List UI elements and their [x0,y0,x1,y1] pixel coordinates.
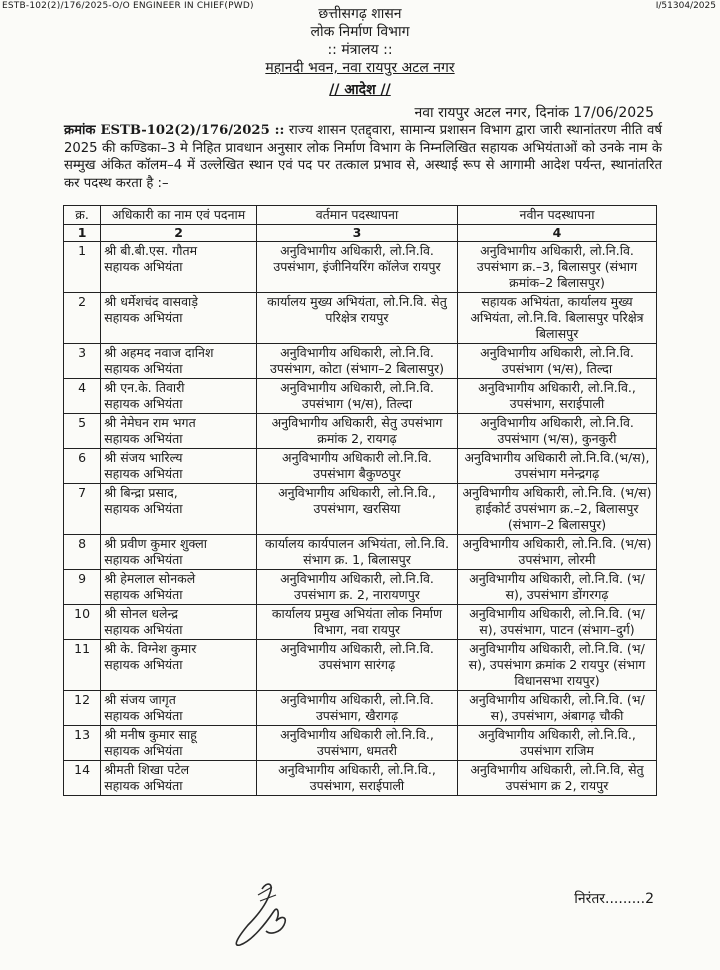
new-posting: अनुविभागीय अधिकारी लो.नि.वि.(भ/स), उपसंभाग मनेन्द्रगढ़ [457,449,656,484]
officer-cell [101,344,257,379]
office-address: महानदी भवन, नवा रायपुर अटल नगर [265,60,455,76]
new-posting: अनुविभागीय अधिकारी, लो.नि.वि. उपसंभाग क्र.–3, बिलासपुर (संभाग क्रमांक–2 बिलासपुर) [457,242,656,293]
order-title: // आदेश // [329,82,391,98]
new-posting: अनुविभागीय अधिकारी, लो.नि.वि. उपसंभाग (भ/स), तिल्दा [457,344,656,379]
table-row [64,761,657,796]
current-posting: अनुविभागीय अधिकारी, लो.नि.वि. उपसंभाग सारंगढ़ [256,640,457,691]
table-row [64,344,657,379]
current-posting: अनुविभागीय अधिकारी, सेतु उपसंभाग क्रमांक 2, रायगढ़ [256,414,457,449]
order-text: राज्य शासन एतद्द्वारा, सामान्य प्रशासन विभाग द्वारा जारी स्थानांतरण नीति वर्ष 2025 की कण्डिका–3 मे निहित प्रावधान अनुसार लोक निर्माण विभाग के निम्नलिखित सहायक अभियंताओं को उनके नाम के सम्मुख अंकित कॉलम–4 में उल्लेखित स्थान एवं पद पर तत्काल प्रभाव से, अस्थाई रूप से आगामी आदेश पर्यन्त, स्थानांतरित कर पदस्थ करता है :– [64,123,662,191]
table-row [64,535,657,570]
table-row [64,691,657,726]
table-row [64,293,657,344]
officer-cell [101,242,257,293]
officer-cell [101,691,257,726]
table-row [64,242,657,293]
current-posting: अनुविभागीय अधिकारी, लो.नि.वि. उपसंभाग, कोटा (संभाग–2 बिलासपुर) [256,344,457,379]
table-body [64,242,657,796]
table-row [64,570,657,605]
row-serial: 4 [64,379,101,414]
officer-designation: सहायक अभियंता [104,587,183,602]
current-posting: अनुविभागीय अधिकारी, लो.नि.वि., उपसंभाग, खरसिया [256,484,457,535]
inward-number: I/51304/2025 [655,1,716,11]
new-posting: अनुविभागीय अधिकारी, लो.नि.वि., उपसंभाग राजिम [457,726,656,761]
order-paragraph [64,122,662,192]
order-number: क्रमांक ESTB-102(2)/176/2025 :: [64,123,285,138]
table-row [64,726,657,761]
order-date: नवा रायपुर अटल नगर, दिनांक 17/06/2025 [414,105,654,121]
table-header-row [64,206,657,225]
row-serial: 11 [64,640,101,691]
officer-name: श्री नेमेघन राम भगत [104,415,196,430]
officer-designation: सहायक अभियंता [104,778,183,793]
government-name: छत्तीसगढ़ शासन [318,6,402,22]
officer-name: श्री के. विग्नेश कुमार [104,641,197,656]
row-serial: 9 [64,570,101,605]
current-posting: अनुविभागीय अधिकारी, लो.नि.वि., उपसंभाग, सराईपाली [256,761,457,796]
officer-cell [101,726,257,761]
row-serial: 10 [64,605,101,640]
officer-name: श्री प्रवीण कुमार शुक्ला [104,536,207,551]
current-posting: अनुविभागीय अधिकारी लो.नि.वि. उपसंभाग बैकुण्ठपुर [256,449,457,484]
officer-name: श्री बिन्द्रा प्रसाद, [104,485,178,500]
officer-designation: सहायक अभियंता [104,622,183,637]
officer-designation: सहायक अभियंता [104,743,183,758]
column-number: 3 [256,225,457,242]
current-posting: कार्यालय प्रमुख अभियंता लोक निर्माण विभाग, नवा रायपुर [256,605,457,640]
officer-name: श्री संजय भारिल्य [104,450,183,465]
officer-name: श्रीमती शिखा पटेल [104,762,190,777]
officer-designation: सहायक अभियंता [104,310,183,325]
current-posting: कार्यालय मुख्य अभियंता, लो.नि.वि. सेतु परिक्षेत्र रायपुर [256,293,457,344]
row-serial: 6 [64,449,101,484]
signature [222,875,312,959]
officer-cell [101,293,257,344]
officer-name: श्री धर्मेशचंद वासवाड़े [104,294,198,309]
continued-note: निरंतर.........2 [574,891,654,907]
new-posting: अनुविभागीय अधिकारी, लो.नि.वि. (भ/स), उपसंभाग, पाटन (संभाग–दुर्ग) [457,605,656,640]
row-serial: 3 [64,344,101,379]
row-serial: 8 [64,535,101,570]
new-posting: अनुविभागीय अधिकारी, लो.नि.वि., उपसंभाग, सराईपाली [457,379,656,414]
new-posting: अनुविभागीय अधिकारी, लो.नि.वि. (भ/स), उपसंभाग, अंबागढ़ चौकी [457,691,656,726]
current-posting: अनुविभागीय अधिकारी, लो.नि.वि. उपसंभाग, इंजीनियरिंग कॉलेज रायपुर [256,242,457,293]
current-posting: अनुविभागीय अधिकारी, लो.नि.वि. उपसंभाग (भ/स), तिल्दा [256,379,457,414]
current-posting: अनुविभागीय अधिकारी, लो.नि.वि. उपसंभाग क्र. 2, नारायणपुर [256,570,457,605]
new-posting: अनुविभागीय अधिकारी, लो.नि.वि. उपसंभाग (भ/स), कुनकुरी [457,414,656,449]
column-number: 1 [64,225,101,242]
officer-designation: सहायक अभियंता [104,708,183,723]
officer-name: श्री अहमद नवाज दानिश [104,345,214,360]
header-officer-name: अधिकारी का नाम एवं पदनाम [101,206,257,225]
officer-name: श्री एन.के. तिवारी [104,380,185,395]
header-new-posting: नवीन पदस्थापना [457,206,656,225]
officer-cell [101,449,257,484]
officer-name: श्री मनीष कुमार साहू [104,727,197,742]
officer-designation: सहायक अभियंता [104,361,183,376]
row-serial: 12 [64,691,101,726]
officer-cell [101,379,257,414]
officer-designation: सहायक अभियंता [104,431,183,446]
header-serial: क्र. [64,206,101,225]
new-posting: अनुविभागीय अधिकारी, लो.नि.वि. (भ/स) उपसंभाग, लोरमी [457,535,656,570]
officer-designation: सहायक अभियंता [104,396,183,411]
officer-designation: सहायक अभियंता [104,501,183,516]
new-posting: सहायक अभियंता, कार्यालय मुख्य अभियंता, लो.नि.वि. बिलासपुर परिक्षेत्र बिलासपुर [457,293,656,344]
officer-cell [101,570,257,605]
row-serial: 7 [64,484,101,535]
table-row [64,484,657,535]
current-posting: कार्यालय कार्यपालन अभियंता, लो.नि.वि. संभाग क्र. 1, बिलासपुर [256,535,457,570]
table-row [64,379,657,414]
new-posting: अनुविभागीय अधिकारी, लो.नि.वि, सेतु उपसंभाग क्र 2, रायपुर [457,761,656,796]
table-row [64,414,657,449]
officer-designation: सहायक अभियंता [104,466,183,481]
officer-cell [101,605,257,640]
table-row [64,605,657,640]
ministry-label: :: मंत्रालय :: [327,42,393,58]
table-row [64,640,657,691]
officer-designation: सहायक अभियंता [104,259,183,274]
row-serial: 13 [64,726,101,761]
officer-name: श्री बी.बी.एस. गौतम [104,243,198,258]
new-posting: अनुविभागीय अधिकारी, लो.नि.वि. (भ/स), उपसंभाग डोंगरगढ़ [457,570,656,605]
column-number: 4 [457,225,656,242]
officer-name: श्री संजय जागृत [104,692,176,707]
row-serial: 14 [64,761,101,796]
header-current-posting: वर्तमान पदस्थापना [256,206,457,225]
officer-cell [101,484,257,535]
officer-cell [101,761,257,796]
new-posting: अनुविभागीय अधिकारी, लो.नि.वि. (भ/स), उपसंभाग क्रमांक 2 रायपुर (संभाग विधानसभा रायपुर) [457,640,656,691]
department-name: लोक निर्माण विभाग [310,24,410,40]
officer-name: श्री सोनल धलेन्द्र [104,606,178,621]
column-number-row [64,225,657,242]
officer-name: श्री हेमलाल सोनकले [104,571,196,586]
officer-cell [101,414,257,449]
transfer-table [63,205,657,796]
current-posting: अनुविभागीय अधिकारी, लो.नि.वि. उपसंभाग, खैरागढ़ [256,691,457,726]
officer-cell [101,640,257,691]
table-row [64,449,657,484]
row-serial: 5 [64,414,101,449]
document-reference-code: ESTB-102(2)/176/2025-O/O ENGINEER IN CHIEF(PWD) [2,1,254,11]
officer-designation: सहायक अभियंता [104,657,183,672]
new-posting: अनुविभागीय अधिकारी, लो.नि.वि. (भ/स) हाईकोर्ट उपसंभाग क्र.–2, बिलासपुर (संभाग–2 बिलासपुर) [457,484,656,535]
current-posting: अनुविभागीय अधिकारी लो.नि.वि., उपसंभाग, धमतरी [256,726,457,761]
row-serial: 1 [64,242,101,293]
officer-designation: सहायक अभियंता [104,552,183,567]
row-serial: 2 [64,293,101,344]
column-number: 2 [101,225,257,242]
officer-cell [101,535,257,570]
